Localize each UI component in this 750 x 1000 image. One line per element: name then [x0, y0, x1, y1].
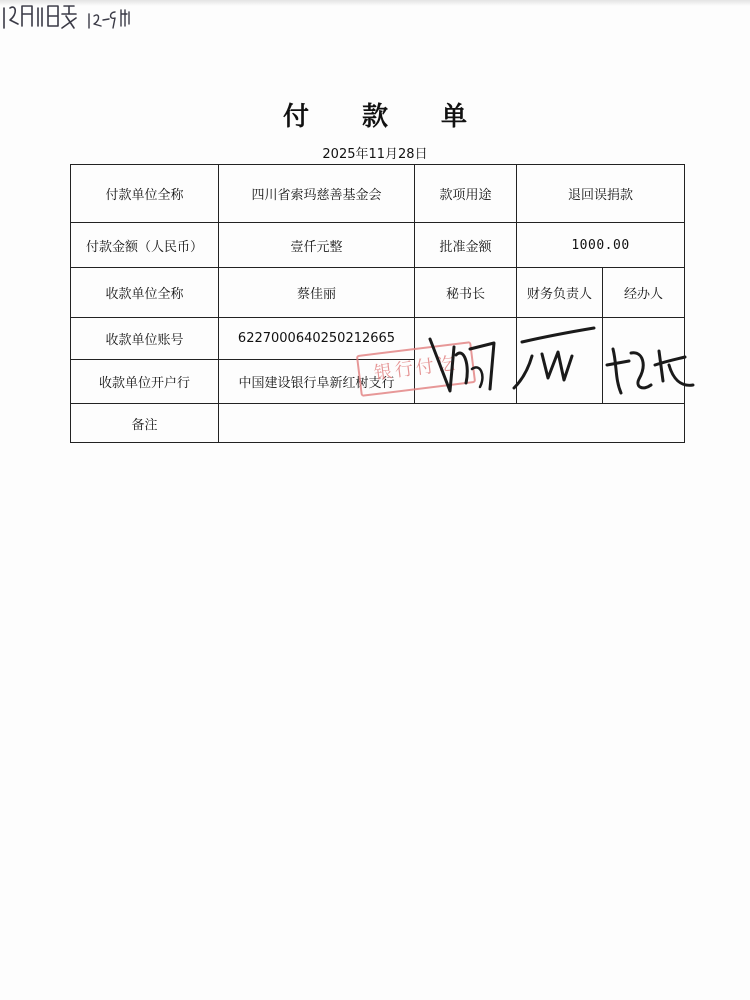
bank-paid-stamp: 银行付讫 — [356, 341, 476, 397]
table-row — [71, 404, 685, 443]
secretary-label: 秘书长 — [415, 268, 517, 318]
document-title: 付 款 单 — [282, 102, 490, 132]
finance-signature — [508, 320, 598, 395]
table-row — [71, 165, 685, 223]
table-row — [71, 223, 685, 268]
amount-words: 壹仟元整 — [219, 223, 415, 268]
document-date: 2025年11月28日 — [322, 147, 428, 162]
payee-label: 收款单位全称 — [71, 268, 219, 318]
finance-label: 财务负责人 — [517, 268, 603, 318]
table-row — [71, 268, 685, 318]
payer-value: 四川省索玛慈善基金会 — [219, 165, 415, 223]
handwritten-note-right — [85, 6, 135, 32]
remarks-value — [219, 404, 685, 443]
payee-value: 蔡佳丽 — [219, 268, 415, 318]
bank-label: 收款单位开户行 — [71, 360, 219, 404]
payment-voucher-table — [70, 164, 685, 443]
bank-value: 中国建设银行阜新红树支行 — [219, 360, 415, 404]
approved-label: 批准金额 — [415, 223, 517, 268]
payer-label: 付款单位全称 — [71, 165, 219, 223]
approved-value: 1000.00 — [517, 223, 685, 268]
handler-label: 经办人 — [603, 268, 685, 318]
scan-edge — [0, 0, 750, 6]
account-value: 6227000640250212665 — [219, 318, 415, 360]
handler-signature — [603, 335, 698, 400]
remarks-label: 备注 — [71, 404, 219, 443]
secretary-signature — [420, 325, 510, 400]
amount-label: 付款金额（人民币） — [71, 223, 219, 268]
purpose-label: 款项用途 — [415, 165, 517, 223]
purpose-value: 退回误捐款 — [517, 165, 685, 223]
account-label: 收款单位账号 — [71, 318, 219, 360]
